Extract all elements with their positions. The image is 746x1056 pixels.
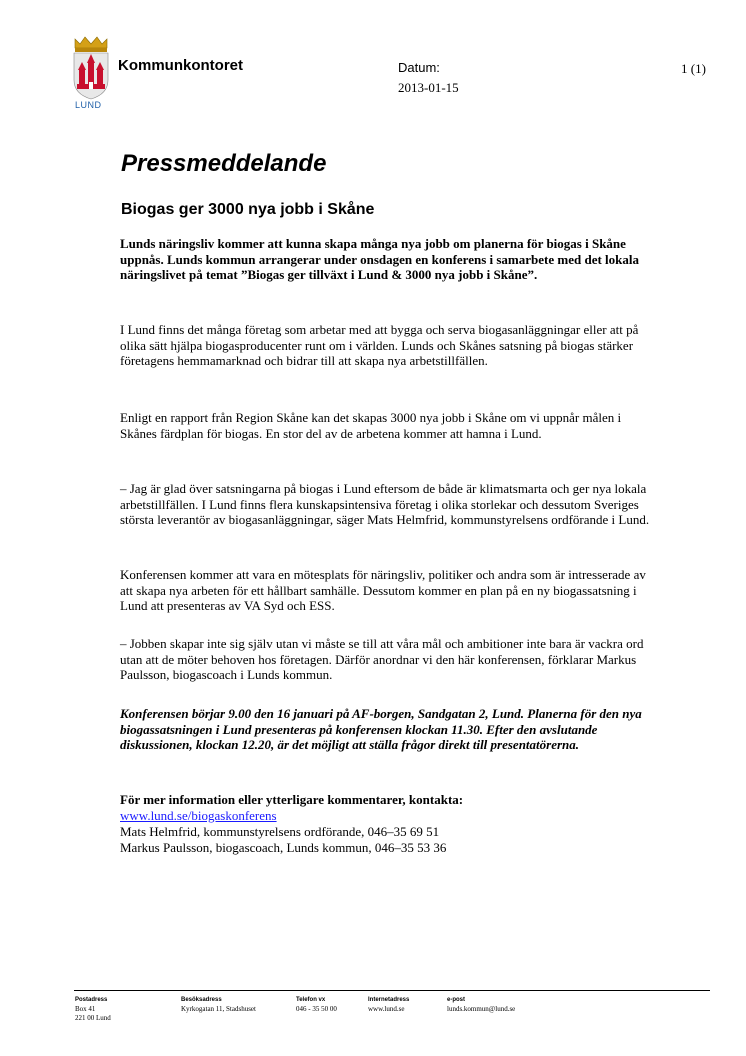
footer-telefon [296, 996, 337, 1014]
body-paragraph: Enligt en rapport från Region Skåne kan det skapas 3000 nya jobb i Skåne om vi uppnår målen i Skånes färdplan för biogas. En stor del av de arbetena kommer att hamna i Lund. [120, 410, 622, 441]
footer-label: Telefon vx [296, 997, 326, 1003]
coat-of-arms-icon [72, 36, 110, 110]
conference-link[interactable]: www.lund.se/biogaskonferens [120, 808, 277, 823]
footer-value: Kyrkogatan 11, Stadshuset [181, 1005, 256, 1013]
footer-label: Postadress [75, 997, 108, 1003]
footer-internet [368, 996, 409, 1014]
lund-logo [72, 36, 110, 110]
page-title: Pressmeddelande [121, 150, 327, 177]
footer-value: Box 41 [75, 1005, 96, 1013]
organization-name: Kommunkontoret [118, 57, 243, 74]
contact-line: Markus Paulsson, biogascoach, Lunds kommun, 046–35 53 36 [120, 840, 447, 855]
footer-epost [447, 996, 515, 1014]
body-paragraph: – Jag är glad över satsningarna på biogas i Lund eftersom de både är klimatsmarta och ger nya lokala arbetstillfällen. I Lund finns flera kunskapsintensiva företag i olika storlekar och dessutom Sveriges största leverantör av biogasanläggningar, säger Mats Helmfrid, kommunstyrelsens ordförande i Lund. [120, 481, 650, 528]
contact-heading: För mer information eller ytterligare kommentarer, kontakta: [120, 792, 464, 807]
body-paragraph: I Lund finns det många företag som arbetar med att bygga och serva biogasanläggningar eller att på olika sätt hjälpa biogasproducenter runt om i världen. Lunds och Skånes satsning på biogas stärker företagens hemmamarknad och bidrar till att skapa nya arbetstillfällen. [120, 322, 639, 369]
page-number: 1 (1) [681, 61, 706, 76]
footer-value: 046 - 35 50 00 [296, 1005, 337, 1013]
footer-besoksadress [181, 996, 256, 1014]
body-paragraph: Konferensen kommer att vara en mötesplats för näringsliv, politiker och andra som är intresserade av att skapa nya arbeten för ett hållbart samhälle. Dessutom kommer en plan på en ny biogassatsning i Lund att presenteras av VA Syd och ESS. [120, 567, 646, 614]
date-value: 2013-01-15 [398, 80, 459, 95]
lead-paragraph: Lunds näringsliv kommer att kunna skapa många nya jobb om planerna för biogas i Skåne uppnås. Lunds kommun arrangerar under onsdagen en konferens i samarbete med det lokala näringslivet på temat ”Biogas ger tillväxt i Lund & 3000 nya jobb i Skåne”. [120, 236, 639, 283]
logo-text: LUND [75, 100, 102, 110]
footer-value: www.lund.se [368, 1005, 405, 1013]
page-subtitle: Biogas ger 3000 nya jobb i Skåne [121, 201, 375, 218]
footer-value: 221 00 Lund [75, 1014, 111, 1022]
event-info: Konferensen börjar 9.00 den 16 januari på AF-borgen, Sandgatan 2, Lund. Planerna för den nya biogassatsningen i Lund presenteras på konferensen klockan 11.30. Efter den avslutande diskussionen, klockan 12.20, är det möjligt att ställa frågor direkt till presentatörerna. [120, 706, 642, 753]
footer-label: e-post [447, 997, 465, 1003]
footer-label: Besöksadress [181, 997, 222, 1003]
footer-divider [74, 990, 710, 991]
date-label: Datum: [398, 60, 440, 75]
footer-value: lunds.kommun@lund.se [447, 1005, 516, 1013]
contact-line: Mats Helmfrid, kommunstyrelsens ordförande, 046–35 69 51 [120, 824, 440, 839]
body-paragraph: – Jobben skapar inte sig själv utan vi måste se till att våra mål och ambitioner inte bara är vackra ord utan att de möter behoven hos företagen. Därför anordnar vi den här konferensen, förklarar Markus Paulsson, biogascoach i Lunds kommun. [120, 636, 644, 683]
footer-postadress [75, 996, 111, 1023]
footer-label: Internetadress [368, 997, 410, 1003]
